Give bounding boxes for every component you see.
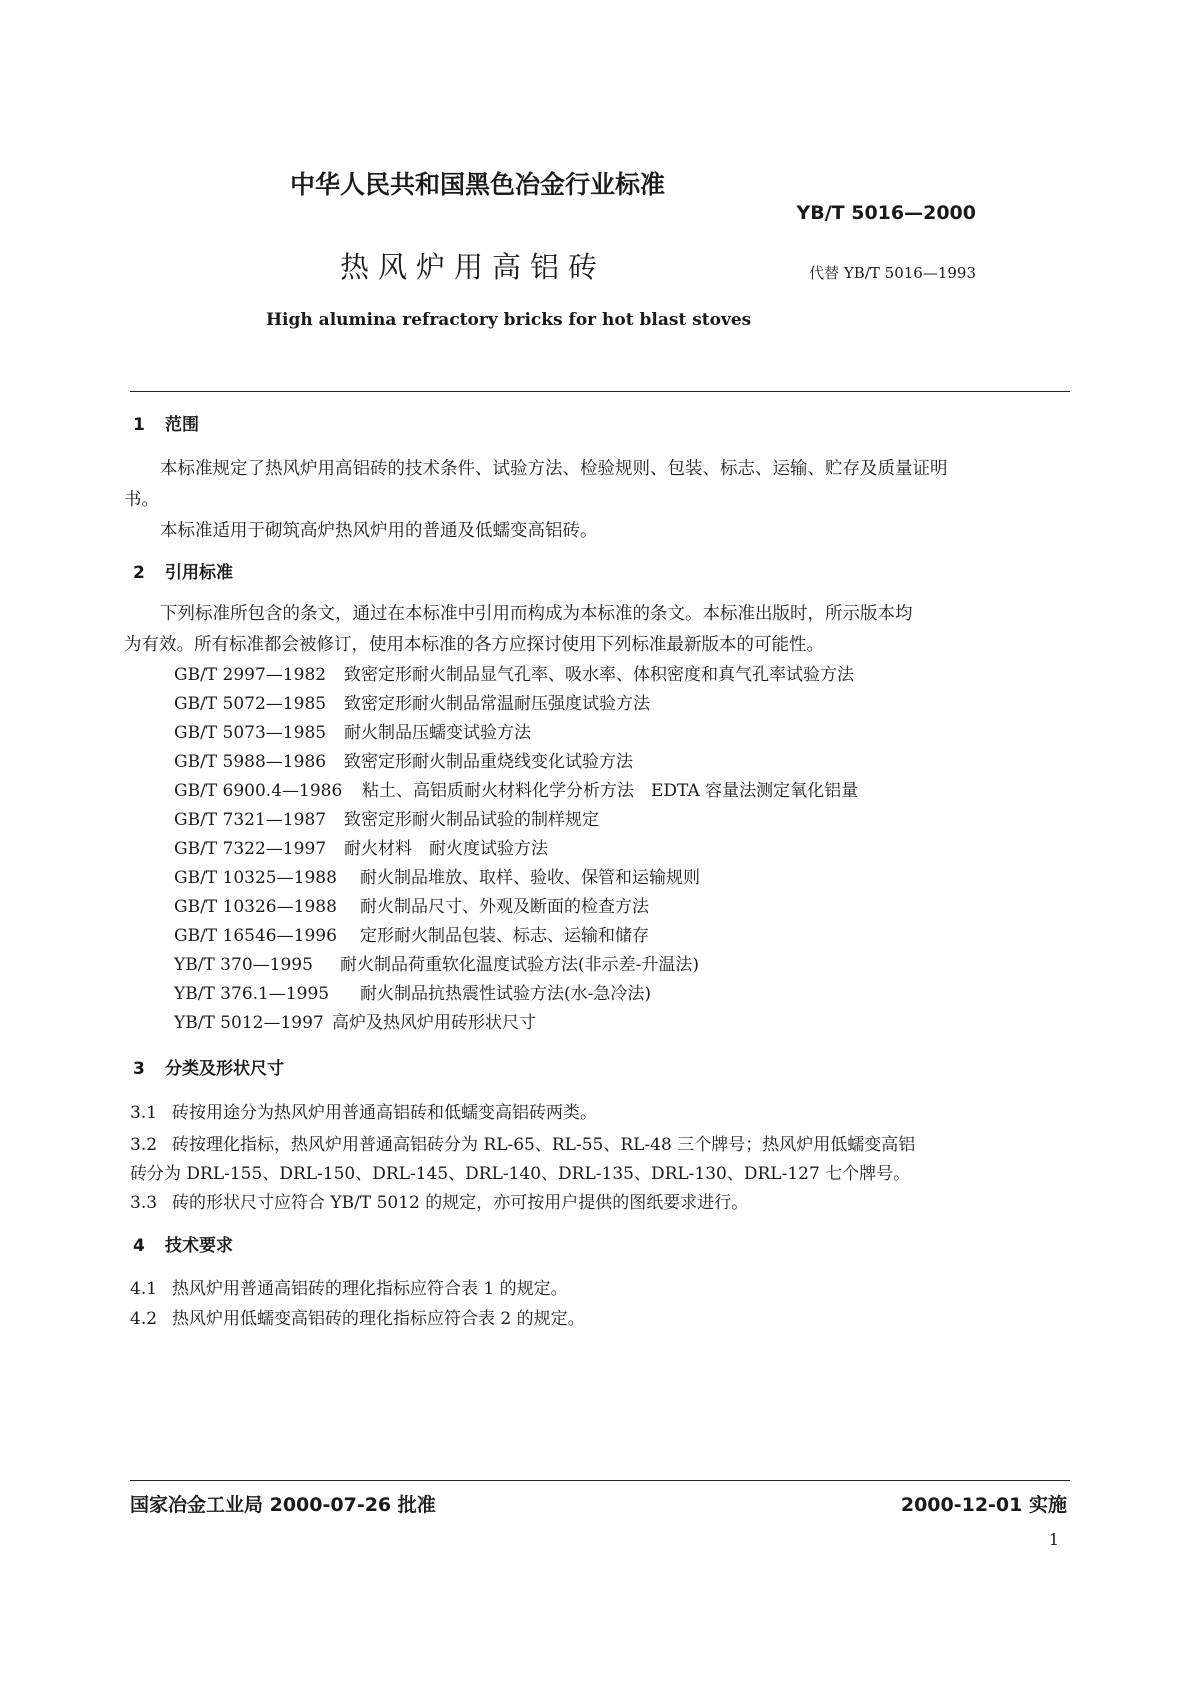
reference-item <box>174 892 649 917</box>
document-title: 热风炉用高铝砖 <box>340 250 607 284</box>
section-title: 引用标准 <box>165 563 233 583</box>
section-4-heading <box>133 1231 233 1256</box>
reference-title: 致密定形耐火制品试验的制样规定 <box>344 810 599 830</box>
reference-title: 耐火制品荷重软化温度试验方法(非示差-升温法) <box>340 955 700 975</box>
reference-code: GB/T 6900.4—1986 <box>174 781 343 801</box>
clause-number: 3.3 <box>130 1193 158 1213</box>
section-2-heading <box>133 558 233 583</box>
clause-text: 热风炉用低蠕变高铝砖的理化指标应符合表 2 的规定。 <box>172 1309 585 1329</box>
reference-code: YB/T 376.1—1995 <box>174 984 330 1004</box>
section-title: 分类及形状尺寸 <box>165 1059 284 1079</box>
reference-item <box>174 805 599 830</box>
reference-item <box>174 660 854 685</box>
reference-title: 致密定形耐火制品显气孔率、吸水率、体积密度和真气孔率试验方法 <box>344 665 854 685</box>
section-number: 2 <box>133 563 145 583</box>
footer-divider <box>130 1480 1070 1481</box>
clause-text: 砖按理化指标，热风炉用普通高铝砖分为 RL-65、RL-55、RL-48 三个牌号；热风炉用低蠕变高铝 <box>172 1135 916 1155</box>
reference-item <box>174 776 858 801</box>
section-title: 范围 <box>165 415 199 435</box>
reference-title: 高炉及热风炉用砖形状尺寸 <box>332 1013 536 1033</box>
reference-code: GB/T 16546—1996 <box>174 926 337 946</box>
approval-note: 国家冶金工业局 2000-07-26 批准 <box>130 1494 436 1516</box>
reference-item <box>174 1008 536 1033</box>
reference-code: YB/T 370—1995 <box>174 955 313 975</box>
reference-item <box>174 718 531 743</box>
reference-title: 致密定形耐火制品常温耐压强度试验方法 <box>344 694 650 714</box>
section-number: 1 <box>133 415 145 435</box>
reference-item <box>174 921 649 946</box>
reference-title: 致密定形耐火制品重烧线变化试验方法 <box>344 752 633 772</box>
reference-item <box>174 863 700 888</box>
clause-4-2 <box>130 1304 585 1329</box>
clause-3-3 <box>130 1188 748 1213</box>
clause-text: 砖的形状尺寸应符合 YB/T 5012 的规定，亦可按用户提供的图纸要求进行。 <box>172 1193 749 1213</box>
clause-text: 砖按用途分为热风炉用普通高铝砖和低蠕变高铝砖两类。 <box>172 1103 597 1123</box>
reference-title: 耐火制品抗热震性试验方法(水-急冷法) <box>360 984 652 1004</box>
page-number: 1 <box>1048 1530 1059 1549</box>
reference-title: 粘土、高铝质耐火材料化学分析方法 EDTA 容量法测定氧化铝量 <box>362 781 859 801</box>
reference-code: GB/T 10325—1988 <box>174 868 337 888</box>
clause-number: 3.2 <box>130 1135 158 1155</box>
clause-number: 4.2 <box>130 1309 158 1329</box>
clause-3-2-continued: 砖分为 DRL-155、DRL-150、DRL-145、DRL-140、DRL-135、DRL-130、DRL-127 七个牌号。 <box>130 1164 911 1184</box>
section-number: 3 <box>133 1059 145 1079</box>
clause-3-2 <box>130 1130 915 1155</box>
clause-number: 3.1 <box>130 1103 158 1123</box>
standard-code: YB/T 5016—2000 <box>796 202 976 224</box>
section-number: 4 <box>133 1236 145 1256</box>
clause-4-1 <box>130 1274 568 1299</box>
section-title: 技术要求 <box>165 1236 233 1256</box>
refs-intro-line-2: 为有效。所有标准都会被修订，使用本标准的各方应探讨使用下列标准最新版本的可能性。 <box>124 635 824 655</box>
header-divider <box>130 391 1070 392</box>
replaces-note: 代替 YB/T 5016—1993 <box>809 264 976 282</box>
reference-item <box>174 747 633 772</box>
reference-title: 耐火制品堆放、取样、验收、保管和运输规则 <box>360 868 700 888</box>
section-3-heading <box>133 1054 284 1079</box>
reference-item <box>174 950 699 975</box>
clause-number: 4.1 <box>130 1279 158 1299</box>
section-1-heading <box>133 410 199 435</box>
reference-item <box>174 689 650 714</box>
reference-code: GB/T 7321—1987 <box>174 810 327 830</box>
scope-paragraph-2: 本标准适用于砌筑高炉热风炉用的普通及低蠕变高铝砖。 <box>160 521 598 541</box>
reference-code: GB/T 2997—1982 <box>174 665 327 685</box>
reference-item <box>174 979 651 1004</box>
reference-code: YB/T 5012—1997 <box>174 1013 324 1033</box>
reference-title: 耐火材料 耐火度试验方法 <box>344 839 548 859</box>
reference-code: GB/T 5988—1986 <box>174 752 327 772</box>
english-title: High alumina refractory bricks for hot blast stoves <box>266 310 752 330</box>
scope-paragraph-1-line-1: 本标准规定了热风炉用高铝砖的技术条件、试验方法、检验规则、包装、标志、运输、贮存及质量证明 <box>160 459 948 479</box>
clause-text: 热风炉用普通高铝砖的理化指标应符合表 1 的规定。 <box>172 1279 568 1299</box>
effective-date: 2000-12-01 实施 <box>900 1494 1067 1516</box>
reference-title: 耐火制品压蠕变试验方法 <box>344 723 531 743</box>
reference-code: GB/T 7322—1997 <box>174 839 327 859</box>
reference-code: GB/T 5072—1985 <box>174 694 327 714</box>
refs-intro-line-1: 下列标准所包含的条文，通过在本标准中引用而构成为本标准的条文。本标准出版时，所示版本均 <box>160 604 913 624</box>
reference-title: 定形耐火制品包装、标志、运输和储存 <box>360 926 649 946</box>
reference-item <box>174 834 548 859</box>
reference-title: 耐火制品尺寸、外观及断面的检查方法 <box>360 897 649 917</box>
issuing-authority: 中华人民共和国黑色冶金行业标准 <box>290 170 666 199</box>
clause-3-1 <box>130 1098 597 1123</box>
reference-code: GB/T 5073—1985 <box>174 723 327 743</box>
reference-code: GB/T 10326—1988 <box>174 897 337 917</box>
scope-paragraph-1-line-2: 书。 <box>124 490 159 510</box>
